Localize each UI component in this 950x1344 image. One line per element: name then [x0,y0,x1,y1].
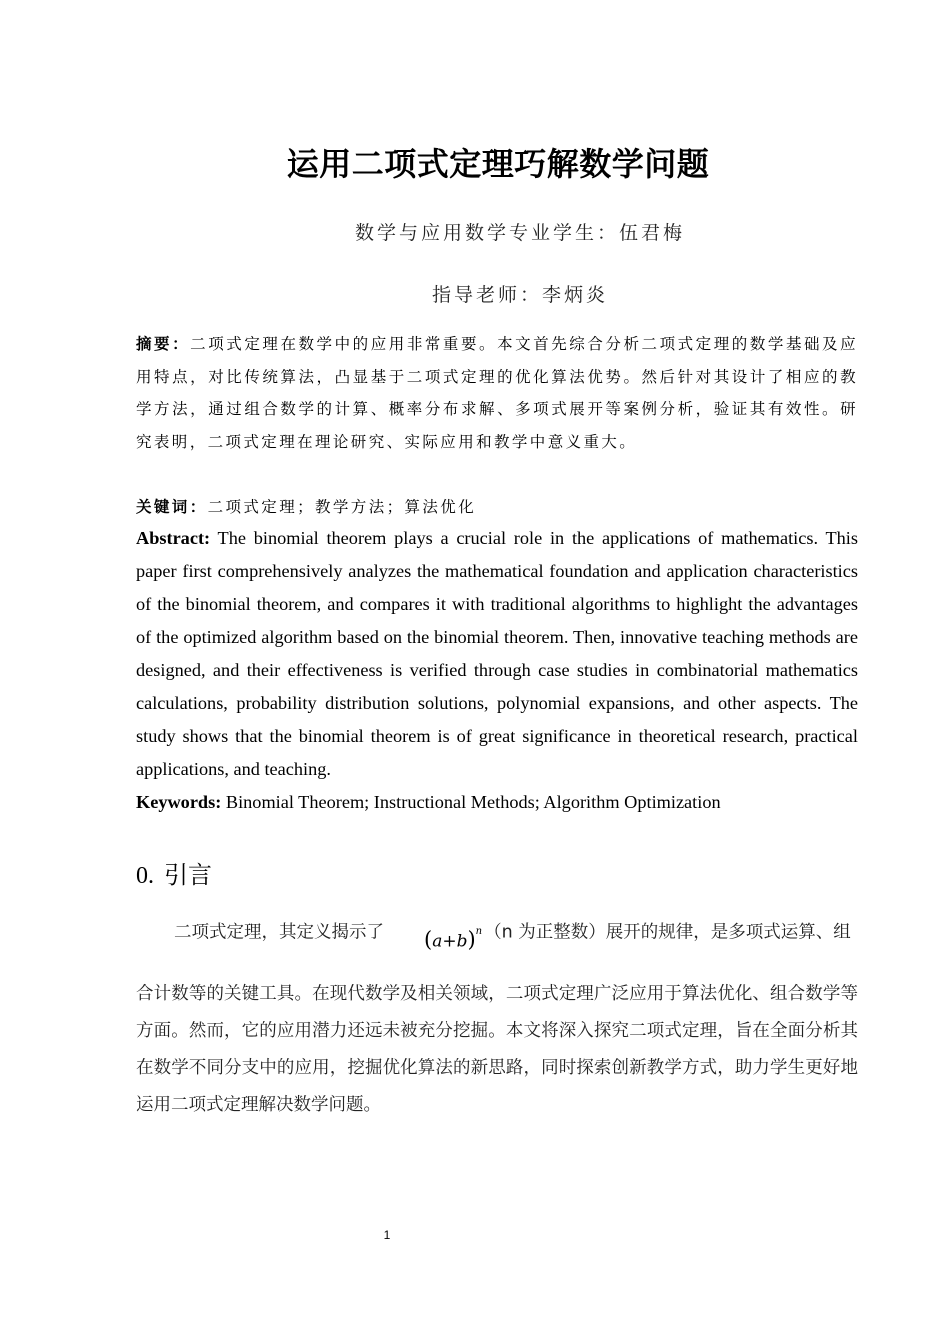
section-number: 0. [136,863,154,889]
chinese-abstract-text: 二项式定理在数学中的应用非常重要。本文首先综合分析二项式定理的数学基础及应用特点，对比传统算法，凸显基于二项式定理的优化算法优势。然后针对其设计了相应的教学方法，通过组合数学的计算、概率分布求解、多项式展开等案例分析，验证其有效性。研究表明，二项式定理在理论研究、实际应用和教学中意义重大。 [136,335,858,451]
section-heading-introduction [136,856,212,895]
chinese-abstract-label: 摘要： [136,335,191,353]
text-after-formula: （n 为正整数）展开的规律，是多项式运算、组 [484,922,851,943]
page-number: 1 [383,1228,391,1242]
english-keywords-text: Binomial Theorem; Instructional Methods; Algorithm Optimization [225,792,721,812]
english-keywords-label: Keywords: [136,792,222,812]
english-keywords [136,786,858,819]
paragraph-first-line [136,912,858,976]
paper-title: 运用二项式定理巧解数学问题 [286,145,710,183]
english-abstract [136,522,858,786]
introduction-paragraph [136,912,858,1124]
section-title: 引言 [164,861,212,889]
english-abstract-label: Abstract: [136,528,211,548]
author-line: 数学与应用数学专业学生：伍君梅 [354,222,685,244]
english-abstract-text: The binomial theorem plays a crucial role in the applications of mathematics. This paper first comprehensively analyzes the mathematical foundation and application characteristics of the binomial theorem, and compares it with traditional algorithms to highlight the advantages of the optimized algorithm based on the binomial theorem. Then, innovative teaching methods are designed, and their effectiveness is verified through case studies in combinatorial mathematics calculations, probability distribution solutions, polynomial expansions, and other aspects. The study shows that the binomial theorem is of great significance in theoretical research, practical applications, and teaching. [136,528,858,779]
chinese-abstract [136,328,858,458]
paragraph-continuation: 合计数等的关键工具。在现代数学及相关领域，二项式定理广泛应用于算法优化、组合数学等方面。然而，它的应用潜力还远未被充分挖掘。本文将深入探究二项式定理，旨在全面分析其在数学不同分支中的应用，挖掘优化算法的新思路，同时探索创新教学方式，助力学生更好地运用二项式定理解决数学问题。 [136,984,858,1115]
binomial-formula: $(a+b)^n$ [424,926,483,952]
chinese-keywords-label: 关键词： [136,498,208,516]
chinese-keywords-text: 二项式定理；教学方法；算法优化 [207,498,477,516]
text-before-formula: 二项式定理，其定义揭示了 [174,922,384,943]
chinese-keywords [136,492,858,522]
advisor-line: 指导老师：李炳炎 [431,284,608,306]
